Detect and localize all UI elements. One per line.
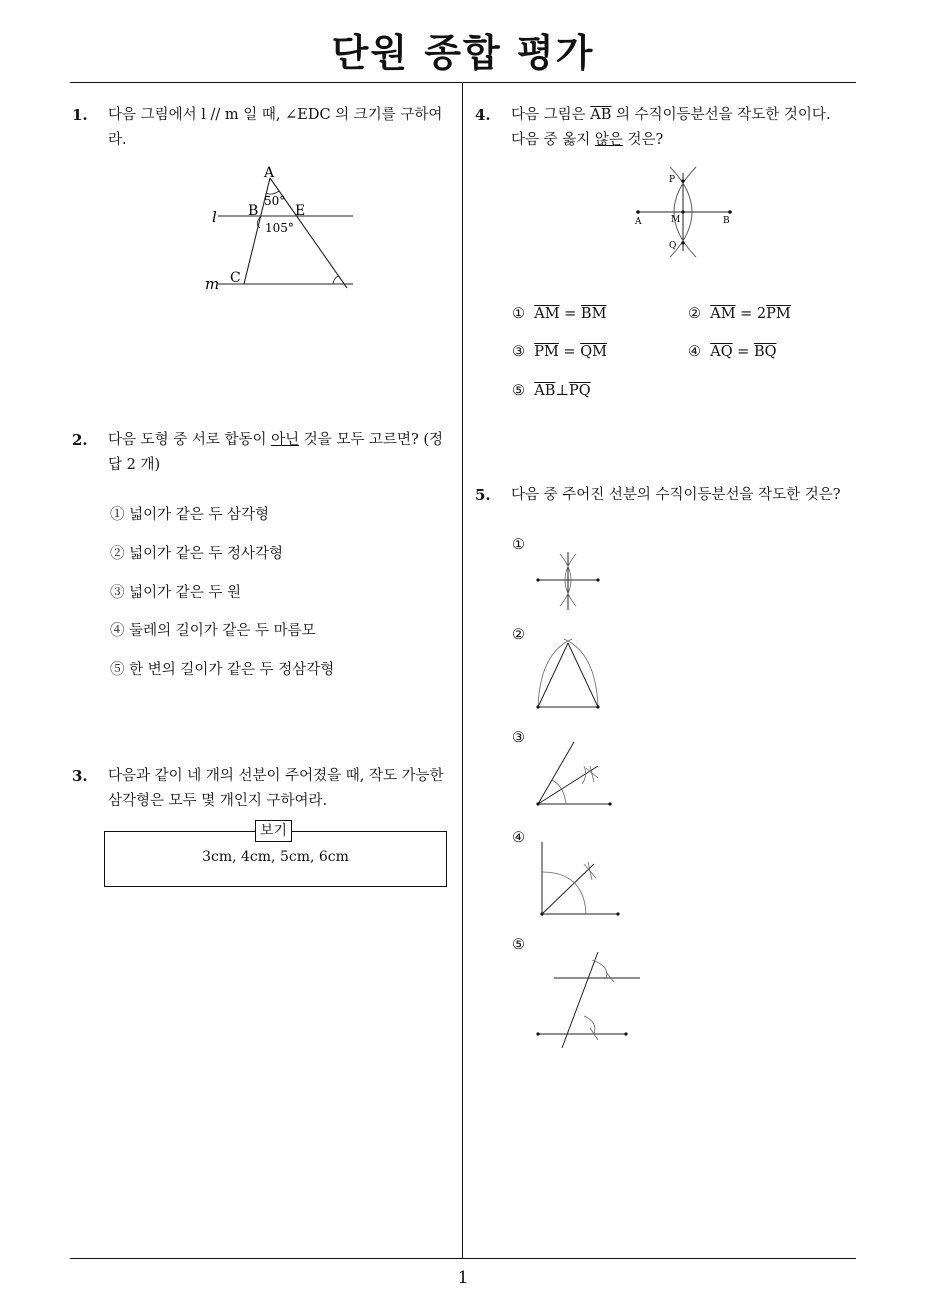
choice-2[interactable]: ② 넓이가 같은 두 정사각형 (110, 546, 284, 562)
header-rule (70, 82, 856, 83)
choice-1[interactable]: ① $\overline{AM} = \overline{BM}$ (512, 306, 607, 322)
choice-5[interactable]: ⑤ (512, 937, 525, 953)
example-box-label: 보기 (255, 820, 292, 842)
column-divider (462, 83, 463, 1259)
question-number: 5. (475, 486, 491, 504)
question-number: 3. (72, 767, 88, 785)
choice-3-figure (532, 738, 617, 810)
choice-5[interactable]: ⑤ 한 변의 길이가 같은 두 정삼각형 (110, 662, 335, 678)
label-e: E (295, 203, 306, 219)
question-text: 다음 도형 중 서로 합동이 아닌 것을 모두 고르면? (정 답 2 개) (108, 432, 444, 473)
point-q (681, 241, 684, 244)
page-title: 단원 종합 평가 (331, 31, 595, 75)
choice-3[interactable]: ③ (512, 730, 525, 746)
question-1 (72, 103, 462, 163)
label-p: P (669, 175, 676, 185)
question-text: 다음과 같이 네 개의 선분이 주어졌을 때, 작도 가능한 삼각형은 모두 몇 개인지 구하여라. (108, 768, 444, 809)
question-5 (475, 483, 865, 509)
q4-figure (630, 165, 740, 263)
question-text: 다음 중 주어진 선분의 수직이등분선을 작도한 것은? (511, 487, 841, 503)
example-box-content: 3cm, 4cm, 5cm, 6cm (202, 849, 349, 865)
choice-3[interactable]: ③ 넓이가 같은 두 원 (110, 585, 241, 601)
choice-3[interactable]: ③ $\overline{PM} = \overline{QM}$ (512, 344, 607, 360)
choice-1[interactable]: ① 넓이가 같은 두 삼각형 (110, 507, 269, 523)
point-a (636, 210, 640, 214)
page-number: 1 (457, 1268, 469, 1288)
q1-figure (200, 160, 365, 295)
footer-rule (70, 1258, 856, 1259)
choice-1[interactable]: ① (512, 537, 525, 553)
point-b (728, 210, 732, 214)
choice-2[interactable]: ② (512, 627, 525, 643)
point-m (681, 210, 684, 213)
label-m: M (671, 215, 681, 225)
label-q: Q (669, 241, 677, 251)
question-4 (475, 103, 865, 155)
label-c: C (230, 270, 241, 286)
choice-4[interactable]: ④ (512, 830, 525, 846)
angle-arc-d (333, 276, 339, 284)
label-b: B (723, 216, 730, 226)
choice-5[interactable]: ⑤ $\overline{AB}\perp\overline{PQ}$ (512, 383, 591, 399)
angle-label-105: 105° (265, 221, 294, 235)
choice-4[interactable]: ④ 둘레의 길이가 같은 두 마름모 (110, 623, 316, 639)
label-m: m (205, 275, 220, 293)
choice-2[interactable]: ② $\overline{AM} = 2\overline{PM}$ (688, 306, 791, 322)
label-b: B (248, 203, 259, 219)
angle-label-50: 50° (264, 194, 286, 208)
choice-1-figure (532, 548, 604, 614)
label-l: l (212, 208, 217, 226)
question-2 (72, 428, 462, 480)
choice-4[interactable]: ④ $\overline{AQ} = \overline{BQ}$ (688, 344, 777, 360)
point-p (681, 179, 684, 182)
question-text: 다음 그림은 $\overline{AB}$ 의 수직이등분선을 작도한 것이다. 다음 중 옳지 않은 것은? (511, 107, 831, 148)
choice-5-figure (532, 948, 644, 1052)
question-number: 2. (72, 431, 88, 449)
question-text: 다음 그림에서 l // m 일 때, ∠EDC 의 크기를 구하여 라. (108, 107, 443, 148)
choice-4-figure (532, 838, 624, 920)
label-a: A (264, 165, 275, 181)
question-number: 4. (475, 106, 491, 124)
question-number: 1. (72, 106, 88, 124)
label-a: A (635, 217, 642, 227)
example-box (104, 823, 447, 887)
question-3 (72, 764, 462, 816)
choice-2-figure (532, 635, 604, 713)
